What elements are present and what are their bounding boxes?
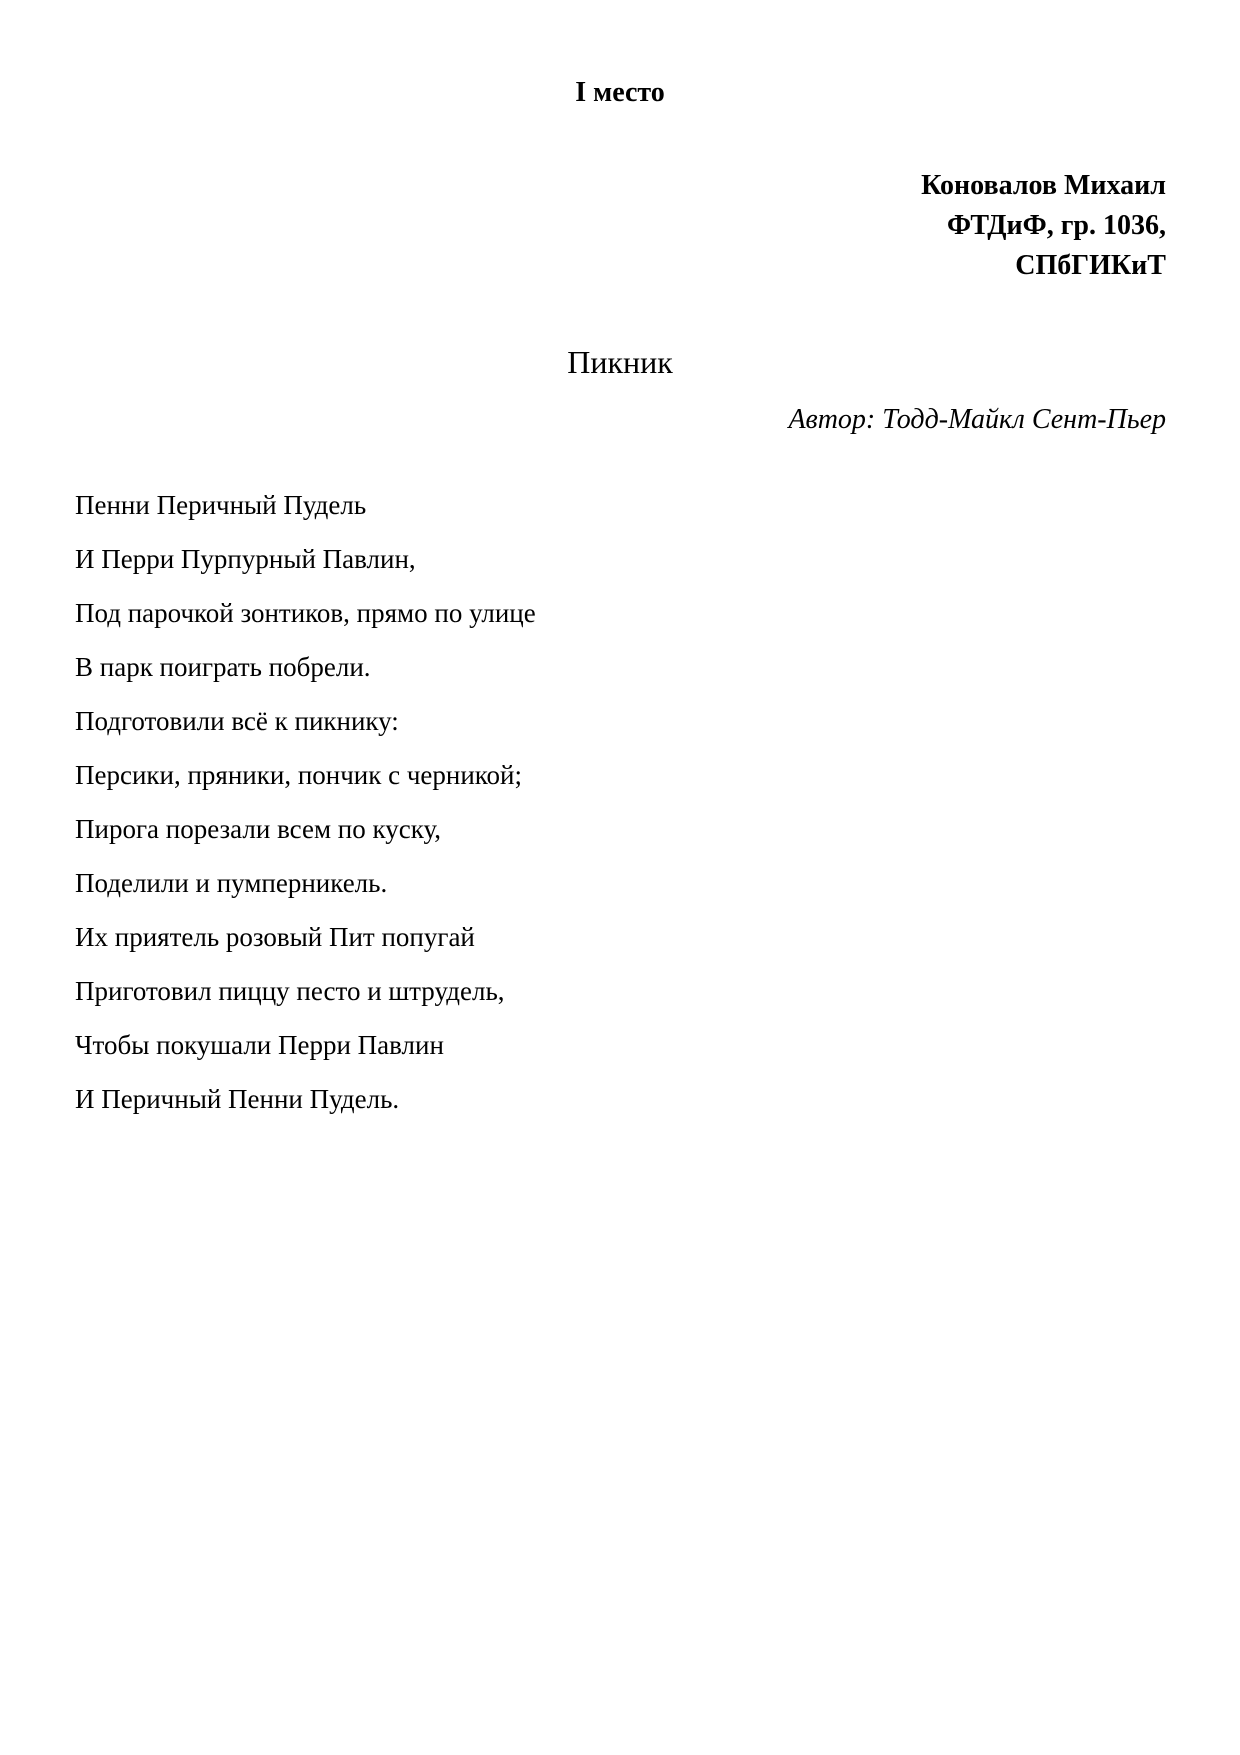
poem-line: Чтобы покушали Перри Павлин xyxy=(75,1030,444,1060)
participant-institution: СПбГИКиТ xyxy=(1015,250,1166,281)
place-heading: I место xyxy=(575,77,665,108)
poem-line: И Перри Пурпурный Павлин, xyxy=(75,544,416,574)
poem-line: Поделили и пумперникель. xyxy=(75,868,388,898)
participant-info xyxy=(566,166,1166,286)
poem-title: Пикник xyxy=(567,344,673,380)
poem-line: Подготовили всё к пикнику: xyxy=(75,706,399,736)
poem-line: Под парочкой зонтиков, прямо по улице xyxy=(75,598,536,628)
poem-author-line: Автор: Тодд-Майкл Сент-Пьер xyxy=(788,404,1166,435)
poem-line: И Перичный Пенни Пудель. xyxy=(75,1084,400,1114)
poem-line: В парк поиграть побрели. xyxy=(75,652,371,682)
participant-name: Коновалов Михаил xyxy=(921,170,1166,201)
poem-line: Пенни Перичный Пудель xyxy=(75,490,367,520)
poem-line: Персики, пряники, пончик с черникой; xyxy=(75,760,523,790)
poem-line: Пирога порезали всем по куску, xyxy=(75,814,442,844)
poem-text xyxy=(75,488,1075,1136)
participant-faculty-group: ФТДиФ, гр. 1036, xyxy=(947,210,1166,241)
poem-line: Их приятель розовый Пит попугай xyxy=(75,922,475,952)
poem-line: Приготовил пиццу песто и штрудель, xyxy=(75,976,505,1006)
